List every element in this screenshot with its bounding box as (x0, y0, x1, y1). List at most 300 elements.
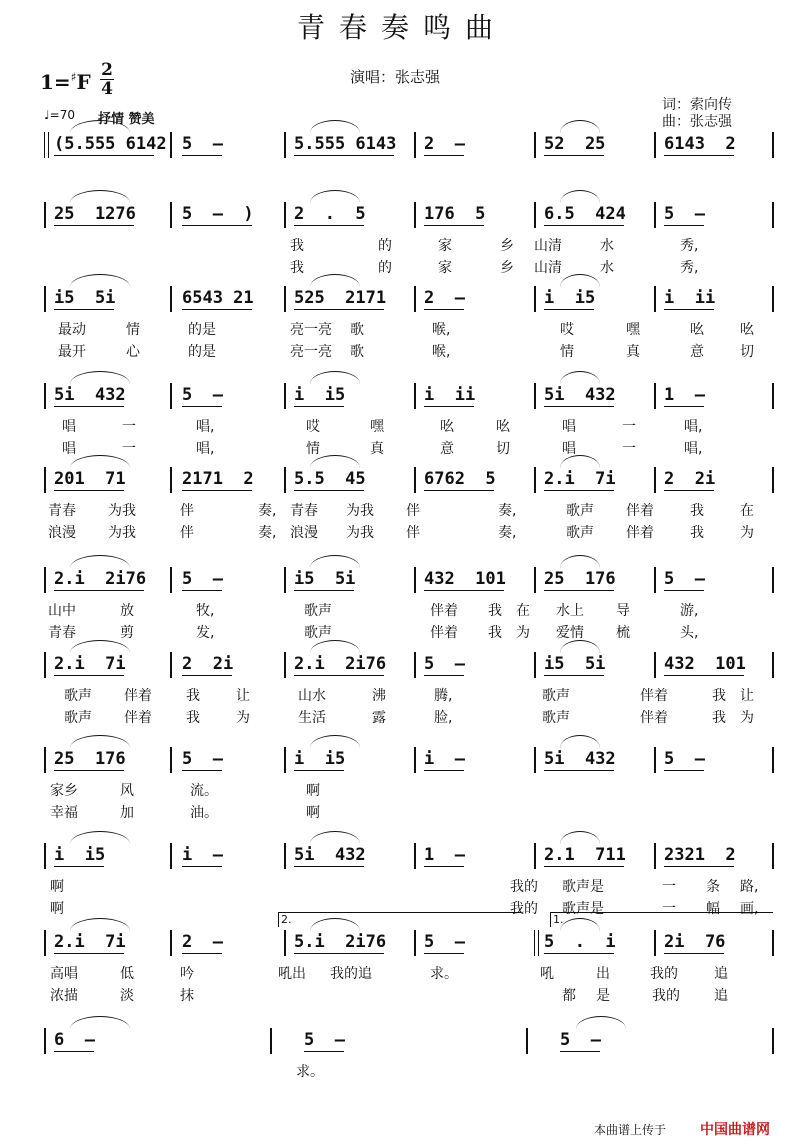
lyric-verse-1: 水 (600, 238, 614, 254)
lyric-verse-1: 山水 (298, 688, 326, 704)
lyric-verse-2: 啊 (306, 805, 320, 821)
beam-underline (664, 309, 714, 310)
measure-notes: 5 – (182, 569, 223, 589)
lyric-verse-1: 吆 (740, 322, 754, 338)
bar-line (170, 652, 172, 678)
bar-line (654, 843, 656, 869)
lyric-verse-1: 伴 (180, 503, 194, 519)
measure-notes: 6143 2 (664, 134, 736, 154)
lyric-verse-1: 歌声 (542, 688, 570, 704)
measure-notes: i5 5i (294, 569, 356, 589)
lyric-verse-2: 为我 (108, 525, 136, 541)
bar-line (44, 652, 46, 678)
measure-notes: 2.i 7i (54, 654, 126, 674)
beam-underline (424, 309, 464, 310)
lyric-verse-2: 淡 (120, 988, 134, 1004)
bar-line (534, 930, 539, 956)
bar-line (414, 747, 416, 773)
lyric-verse-2: 奏, (258, 525, 277, 541)
beam-underline (294, 225, 364, 226)
measure-notes: i ii (664, 288, 716, 308)
measure-notes: i5 5i (544, 654, 606, 674)
lyric-verse-2: 歌声 (304, 625, 332, 641)
tempo-marking: ♩=70 (44, 108, 75, 122)
lyric-verse-2: 剪 (120, 625, 134, 641)
bar-line (534, 132, 536, 158)
bar-line (772, 930, 774, 956)
measure-notes: 5i 432 (544, 749, 616, 769)
bar-line (44, 567, 46, 593)
measure-notes: (5.555 6142 (54, 134, 167, 154)
bar-line (772, 467, 774, 493)
measure-notes: 5 – (182, 749, 223, 769)
bar-line (44, 1028, 46, 1054)
lyric-verse-2: 为 (236, 710, 250, 726)
measure-notes: 525 2171 (294, 288, 387, 308)
bar-line (772, 132, 774, 158)
key-label: 1= (40, 70, 71, 94)
measure-notes: 52 25 (544, 134, 606, 154)
lyric-verse-1: 唱, (684, 419, 703, 435)
beam-underline (560, 1051, 600, 1052)
bar-line (170, 747, 172, 773)
lyric-verse-1: 的是 (188, 322, 216, 338)
footer-logo: 中国曲谱网 (700, 1122, 770, 1138)
lyric-verse-1: 山清 (534, 238, 562, 254)
lyric-verse-1: 我 (690, 503, 704, 519)
beam-underline (544, 155, 604, 156)
lyric-verse-2: 切 (496, 441, 510, 457)
lyric-verse-2: 伴着 (640, 710, 668, 726)
beam-underline (182, 406, 222, 407)
bar-line (270, 1028, 272, 1054)
lyric-verse-1: 追 (714, 966, 728, 982)
bar-line (414, 383, 416, 409)
lyric-verse-1: 放 (120, 603, 134, 619)
measure-notes: 2 2i (182, 654, 234, 674)
bar-line (414, 567, 416, 593)
bar-line (534, 467, 536, 493)
composer-credit: 曲：张志强 (662, 114, 732, 130)
lyric-verse-2: 切 (740, 344, 754, 360)
bar-line (654, 286, 656, 312)
lyric-verse-1: 我 (488, 603, 502, 619)
lyric-verse-1: 秀, (680, 238, 699, 254)
measure-notes: 2.i 2i76 (54, 569, 147, 589)
lyric-verse-2: 一 (622, 441, 636, 457)
beam-underline (424, 866, 464, 867)
beam-underline (544, 770, 614, 771)
lyric-verse-1: 吟 (180, 966, 194, 982)
score-row (0, 467, 804, 567)
lyric-verse-2: 心 (126, 344, 140, 360)
lyric-verse-1: 亮一亮 (290, 322, 332, 338)
lyric-verse-1: 一 (622, 419, 636, 435)
bar-line (526, 1028, 528, 1054)
lyric-verse-2: 亮一亮 (290, 344, 332, 360)
lyric-verse-2: 家 (438, 260, 452, 276)
lyric-verse-2: 歌声 (542, 710, 570, 726)
beam-underline (304, 1051, 344, 1052)
lyric-verse-2: 的 (378, 260, 392, 276)
lyric-verse-1: 我的 (510, 879, 538, 895)
measure-notes: 2i 76 (664, 932, 726, 952)
score-row (0, 652, 804, 752)
beam-underline (544, 406, 614, 407)
lyric-verse-1: 为我 (346, 503, 374, 519)
score-row (0, 747, 804, 847)
lyric-verse-2: 我 (186, 710, 200, 726)
bar-line (654, 132, 656, 158)
bar-line (414, 286, 416, 312)
lyric-verse-2: 唱, (684, 441, 703, 457)
lyric-verse-1: 腾, (434, 688, 453, 704)
lyric-verse-1: 让 (236, 688, 250, 704)
measure-notes: 432 101 (664, 654, 746, 674)
lyric-verse-1: 唱, (196, 419, 215, 435)
bar-line (44, 132, 49, 158)
bar-line (534, 286, 536, 312)
beam-underline (54, 953, 124, 954)
beam-underline (54, 155, 154, 156)
expression-marking: 抒情 赞美 (98, 112, 155, 127)
measure-notes: 5.555 6143 (294, 134, 397, 154)
lyric-verse-1: 喉, (432, 322, 451, 338)
bar-line (772, 202, 774, 228)
measure-notes: 6762 5 (424, 469, 496, 489)
lyric-verse-2: 头, (680, 625, 699, 641)
bar-line (170, 383, 172, 409)
measure-notes: 2171 2 (182, 469, 254, 489)
bar-line (170, 843, 172, 869)
beam-underline (54, 309, 114, 310)
bar-line (44, 843, 46, 869)
beam-underline (424, 675, 464, 676)
lyric-verse-2: 唱 (562, 441, 576, 457)
bar-line (414, 132, 416, 158)
beam-underline (294, 770, 344, 771)
lyric-verse-1: 吼出 (278, 966, 306, 982)
beam-underline (294, 590, 354, 591)
measure-notes: i i5 (544, 288, 596, 308)
lyric-verse-1: 的 (378, 238, 392, 254)
lyric-verse-2: 浪漫 (48, 525, 76, 541)
lyric-verse-2: 唱, (196, 441, 215, 457)
lyric-verse-1: 我的 (650, 966, 678, 982)
beam-underline (182, 155, 222, 156)
meter-top: 2 (101, 60, 113, 80)
lyric-verse-1: 歌声 (566, 503, 594, 519)
lyric-verse-1: 伴着 (124, 688, 152, 704)
measure-notes: 2321 2 (664, 845, 736, 865)
lyric-verse-2: 水 (600, 260, 614, 276)
bar-line (284, 202, 286, 228)
measure-notes: 2.i 7i (54, 932, 126, 952)
bar-line (534, 747, 536, 773)
lyric-verse-1: 沸 (372, 688, 386, 704)
bar-line (44, 467, 46, 493)
lyricist-credit: 词：索向传 (662, 97, 732, 113)
lyric-verse-1: 伴 (406, 503, 420, 519)
beam-underline (54, 675, 124, 676)
measure-notes: 5 – (424, 932, 465, 952)
lyric-verse-1: 伴着 (430, 603, 458, 619)
measure-notes: 5 – (424, 654, 465, 674)
measure-notes: i – (424, 749, 465, 769)
measure-notes: 25 176 (54, 749, 126, 769)
beam-underline (294, 675, 384, 676)
lyric-verse-2: 情 (306, 441, 320, 457)
lyric-verse-1: 路, (740, 879, 759, 895)
measure-notes: 6543 21 (182, 288, 254, 308)
lyric-verse-2: 一 (122, 441, 136, 457)
lyric-verse-1: 吆 (496, 419, 510, 435)
bar-line (284, 383, 286, 409)
bar-line (772, 383, 774, 409)
lyric-verse-2: 我的 (510, 901, 538, 917)
bar-line (654, 202, 656, 228)
measure-notes: i i5 (54, 845, 106, 865)
bar-line (414, 467, 416, 493)
beam-underline (182, 490, 252, 491)
bar-line (284, 930, 286, 956)
lyric-verse-2: 浓描 (50, 988, 78, 1004)
lyric-verse-2: 幸福 (50, 805, 78, 821)
bar-line (170, 286, 172, 312)
beam-underline (544, 309, 594, 310)
beam-underline (664, 490, 714, 491)
lyric-verse-1: 嘿 (370, 419, 384, 435)
beam-underline (664, 953, 724, 954)
lyric-verse-1: 啊 (306, 783, 320, 799)
lyric-verse-2: 伴 (406, 525, 420, 541)
time-signature (100, 62, 114, 97)
lyric-verse-1: 风 (120, 783, 134, 799)
beam-underline (424, 770, 464, 771)
key-signature (40, 70, 91, 94)
lyric-verse-1: 歌声是 (562, 879, 604, 895)
lyric-verse-1: 出 (596, 966, 610, 982)
bar-line (414, 652, 416, 678)
bar-line (170, 132, 172, 158)
lyric-verse-1: 哎 (306, 419, 320, 435)
measure-notes: 5i 432 (294, 845, 366, 865)
lyric-verse-1: 伴着 (626, 503, 654, 519)
lyric-verse-2: 乡 (500, 260, 514, 276)
measure-notes: 5 – (182, 134, 223, 154)
beam-underline (182, 953, 222, 954)
lyric-verse-2: 抹 (180, 988, 194, 1004)
lyric-verse-1: 在 (740, 503, 754, 519)
lyric-verse-1: 条 (706, 879, 720, 895)
measure-notes: 5 – (304, 1030, 345, 1050)
beam-underline (294, 866, 364, 867)
beam-underline (544, 590, 614, 591)
lyric-verse-1: 我 (186, 688, 200, 704)
beam-underline (182, 675, 232, 676)
lyric-verse-1: 哎 (560, 322, 574, 338)
lyric-verse-1: 我 (290, 238, 304, 254)
beam-underline (182, 590, 222, 591)
lyric-verse-2: 歌声 (64, 710, 92, 726)
lyric-verse-2: 歌声 (566, 525, 594, 541)
footer-text: 本曲谱上传于 (594, 1123, 667, 1137)
bar-line (170, 467, 172, 493)
beam-underline (54, 490, 124, 491)
lyric-verse-2: 为我 (346, 525, 374, 541)
bar-line (284, 467, 286, 493)
lyric-verse-1: 唱 (562, 419, 576, 435)
lyric-verse-1: 歌 (350, 322, 364, 338)
bar-line (654, 930, 656, 956)
beam-underline (544, 225, 624, 226)
measure-notes: 201 71 (54, 469, 126, 489)
lyric-verse-2: 我 (690, 525, 704, 541)
bar-line (284, 286, 286, 312)
measure-notes: 5i 432 (544, 385, 616, 405)
beam-underline (664, 866, 734, 867)
ending-bracket-1: 1. (550, 912, 773, 927)
lyric-verse-1: 导 (616, 603, 630, 619)
measure-notes: 5 – (182, 385, 223, 405)
beam-underline (664, 225, 704, 226)
lyric-verse-2: 意 (690, 344, 704, 360)
lyric-verse-2: 为 (740, 710, 754, 726)
lyric-verse-2: 为 (516, 625, 530, 641)
lyric-verse-2: 真 (370, 441, 384, 457)
measure-notes: 2.i 2i76 (294, 654, 387, 674)
lyric-verse-2: 真 (626, 344, 640, 360)
lyric-verse-2: 幅 (706, 901, 720, 917)
lyric-verse-1: 嘿 (626, 322, 640, 338)
measure-notes: 176 5 (424, 204, 486, 224)
measure-notes: 6.5 424 (544, 204, 626, 224)
lyric-verse-1: 牧, (196, 603, 215, 619)
lyric-verse-2: 歌声是 (562, 901, 604, 917)
measure-notes: 6 – (54, 1030, 95, 1050)
beam-underline (424, 590, 504, 591)
lyric-verse-2: 我 (712, 710, 726, 726)
lyric-verse-2: 青春 (48, 625, 76, 641)
measure-notes: i i5 (294, 749, 346, 769)
song-title: 青春奏鸣曲 (296, 11, 507, 44)
bar-line (654, 467, 656, 493)
lyric-verse-1: 求。 (296, 1064, 324, 1080)
lyric-verse-1: 我的追 (330, 966, 372, 982)
measure-notes: 5 – (664, 569, 705, 589)
lyric-verse-2: 浪漫 (290, 525, 318, 541)
lyric-verse-2: 我 (290, 260, 304, 276)
bar-line (654, 747, 656, 773)
beam-underline (424, 406, 474, 407)
bar-line (44, 202, 46, 228)
lyric-verse-2: 我 (488, 625, 502, 641)
lyric-verse-2: 露 (372, 710, 386, 726)
lyric-verse-2: 伴 (180, 525, 194, 541)
lyric-verse-1: 奏, (498, 503, 517, 519)
lyric-verse-2: 都 (562, 988, 576, 1004)
lyric-verse-2: 生活 (298, 710, 326, 726)
lyric-verse-1: 一 (662, 879, 676, 895)
lyric-verse-2: 喉, (432, 344, 451, 360)
lyric-verse-2: 意 (440, 441, 454, 457)
bar-line (772, 567, 774, 593)
beam-underline (664, 590, 704, 591)
beam-underline (424, 953, 464, 954)
lyric-verse-1: 我 (712, 688, 726, 704)
bar-line (170, 202, 172, 228)
beam-underline (424, 155, 464, 156)
score-row (0, 286, 804, 386)
measure-notes: 2 . 5 (294, 204, 366, 224)
lyric-verse-1: 青春 (290, 503, 318, 519)
bar-line (414, 843, 416, 869)
measure-notes: 2 2i (664, 469, 716, 489)
beam-underline (544, 866, 624, 867)
beam-underline (54, 406, 124, 407)
lyric-verse-2: 一 (662, 901, 676, 917)
measure-notes: 25 176 (544, 569, 616, 589)
lyric-verse-2: 奏, (498, 525, 517, 541)
lyric-verse-1: 一 (122, 419, 136, 435)
measure-notes: 1 – (664, 385, 705, 405)
bar-line (772, 747, 774, 773)
lyric-verse-2: 为 (740, 525, 754, 541)
bar-line (772, 652, 774, 678)
lyric-verse-1: 水上 (556, 603, 584, 619)
bar-line (284, 747, 286, 773)
lyric-verse-2: 伴着 (430, 625, 458, 641)
bar-line (534, 202, 536, 228)
bar-line (654, 567, 656, 593)
lyric-verse-2: 伴着 (124, 710, 152, 726)
lyric-verse-1: 让 (740, 688, 754, 704)
beam-underline (664, 406, 704, 407)
lyric-verse-1: 低 (120, 966, 134, 982)
measure-notes: 1 – (424, 845, 465, 865)
lyric-verse-1: 为我 (108, 503, 136, 519)
measure-notes: 25 1276 (54, 204, 136, 224)
measure-notes: 2 – (424, 288, 465, 308)
bar-line (772, 1028, 774, 1054)
singer-credit: 演唱：张志强 (350, 68, 441, 86)
lyric-verse-2: 啊 (50, 901, 64, 917)
beam-underline (54, 1051, 94, 1052)
beam-underline (294, 309, 384, 310)
lyric-verse-1: 歌声 (64, 688, 92, 704)
lyric-verse-1: 求。 (430, 966, 458, 982)
bar-line (534, 383, 536, 409)
bar-line (44, 383, 46, 409)
lyric-verse-1: 游, (680, 603, 699, 619)
bar-line (44, 286, 46, 312)
measure-notes: i i5 (294, 385, 346, 405)
beam-underline (664, 155, 734, 156)
lyric-verse-2: 画, (740, 901, 759, 917)
measure-notes: 5.5 45 (294, 469, 366, 489)
measure-notes: 5 – ) (182, 204, 254, 224)
lyric-verse-2: 山清 (534, 260, 562, 276)
meter-bottom: 4 (101, 79, 113, 99)
lyric-verse-2: 发, (196, 625, 215, 641)
beam-underline (54, 590, 144, 591)
beam-underline (544, 953, 614, 954)
lyric-verse-1: 吆 (440, 419, 454, 435)
measure-notes: 5i 432 (54, 385, 126, 405)
measure-notes: 2.1 711 (544, 845, 626, 865)
bar-line (414, 930, 416, 956)
measure-notes: 2 – (182, 932, 223, 952)
